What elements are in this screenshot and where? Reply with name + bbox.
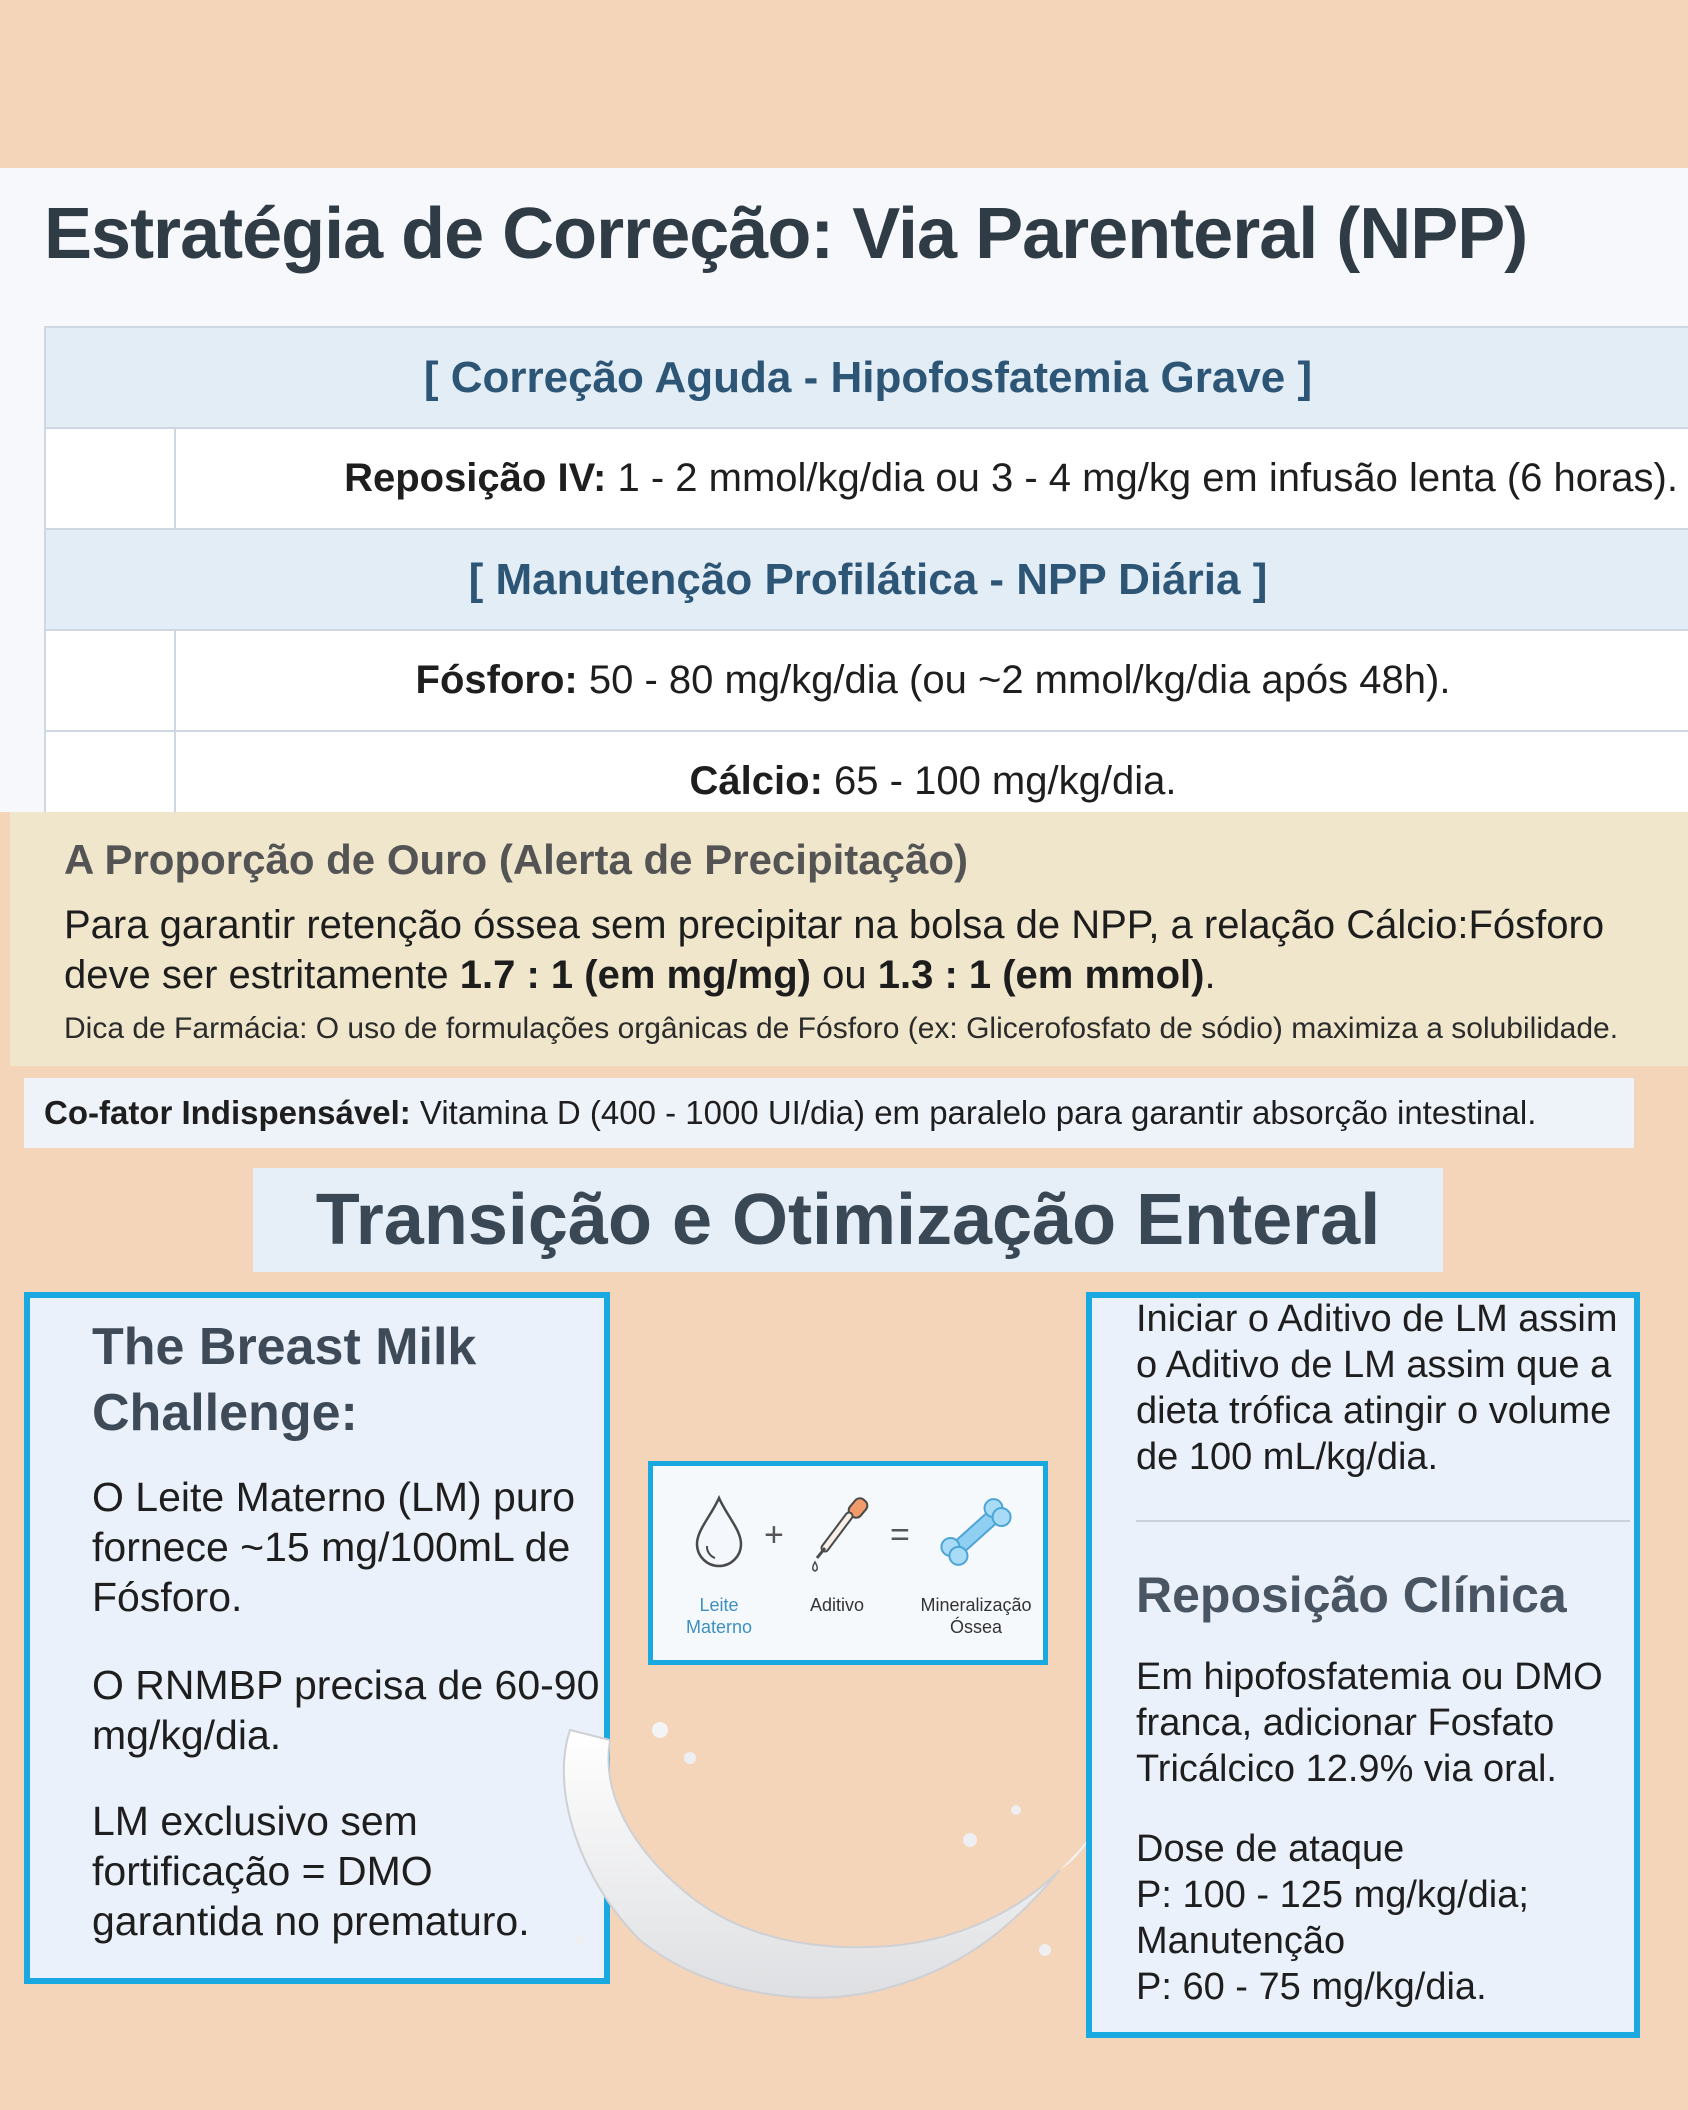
calcium-text-cell <box>176 732 1688 814</box>
ratio-mmol: 1.3 : 1 (em mmol) <box>877 953 1205 997</box>
calcium-value: 65 - 100 mg/kg/dia. <box>834 759 1177 803</box>
acute-text-cell <box>176 429 1688 528</box>
phosphorus-row <box>46 631 1688 732</box>
bone-icon <box>929 1488 1023 1576</box>
cofactor-banner <box>24 1078 1634 1148</box>
breast-milk-fact-3: LM exclusivo sem fortificação = DMO garantida no prematuro. <box>92 1798 530 1944</box>
mineralization-label: Mineralização Óssea <box>920 1595 1032 1637</box>
breast-milk-fact-1: O Leite Materno (LM) puro fornece ~15 mg/100mL de Fósforo. <box>92 1474 576 1620</box>
dose-table <box>44 326 1688 814</box>
calcium-label: Cálcio: <box>689 759 823 803</box>
page-title: Estratégia de Correção: Via Parenteral (NPP) <box>44 194 1528 274</box>
droplet-icon <box>691 1494 747 1570</box>
fortification-equation <box>648 1461 1048 1665</box>
additive-start-text: Iniciar o Aditivo de LM assim o Aditivo de LM assim que a dieta trófica atingir o volume de 100 mL/kg/dia. <box>1136 1298 1618 1478</box>
maintenance-header: [ Manutenção Profilática - NPP Diária ] <box>468 554 1268 604</box>
dose-text <box>1136 1826 1636 2010</box>
acute-header-row <box>46 328 1688 429</box>
phosphorus-value: 50 - 80 mg/kg/dia (ou ~2 mmol/kg/dia após 48h). <box>588 658 1451 702</box>
table-left-cell <box>46 631 176 730</box>
milk-label: Leite Materno <box>685 1595 753 1637</box>
cofactor-text: Vitamina D (400 - 1000 UI/dia) em paralelo para garantir absorção intestinal. <box>419 1094 1537 1131</box>
ratio-mg: 1.7 : 1 (em mg/mg) <box>459 953 811 997</box>
ratio-connector: ou <box>822 953 867 997</box>
table-left-cell <box>46 429 176 528</box>
loading-dose-value: P: 100 - 125 mg/kg/dia; <box>1136 1874 1529 1916</box>
calcium-row <box>46 732 1688 814</box>
phosphorus-label: Fósforo: <box>415 658 578 702</box>
equals-symbol: = <box>890 1516 910 1554</box>
section-title-box <box>253 1168 1443 1272</box>
maintenance-header-row <box>46 530 1688 631</box>
acute-row <box>46 429 1688 530</box>
clinical-replacement-text: Em hipofosfatemia ou DMO franca, adicionar Fosfato Tricálcico 12.9% via oral. <box>1136 1656 1603 1790</box>
cofactor-label: Co-fator Indispensável: <box>44 1094 411 1131</box>
acute-value: 1 - 2 mmol/kg/dia ou 3 - 4 mg/kg em infusão lenta (6 horas). <box>617 456 1678 500</box>
section-title: Transição e Otimização Enteral <box>315 1180 1381 1260</box>
divider <box>1136 1520 1630 1522</box>
gold-ratio-body <box>64 900 1684 1000</box>
breast-milk-fact-2: O RNMBP precisa de 60-90 mg/kg/dia. <box>92 1662 600 1758</box>
table-left-cell <box>46 732 176 814</box>
acute-label: Reposição IV: <box>344 456 607 500</box>
loading-dose-label: Dose de ataque <box>1136 1828 1405 1870</box>
breast-milk-title: The Breast Milk Challenge: <box>92 1318 477 1442</box>
maintenance-dose-label: Manutenção <box>1136 1920 1346 1962</box>
plus-symbol: + <box>764 1516 784 1554</box>
acute-header: [ Correção Aguda - Hipofosfatemia Grave ] <box>423 352 1313 402</box>
phosphorus-text-cell <box>176 631 1688 730</box>
additive-label: Aditivo <box>809 1595 865 1615</box>
dropper-icon <box>805 1494 875 1574</box>
pharmacy-tip: Dica de Farmácia: O uso de formulações orgânicas de Fósforo (ex: Glicerofosfato de sódio) maximiza a solubilidade. <box>64 1012 1619 1045</box>
clinical-replacement-title: Reposição Clínica <box>1136 1567 1567 1623</box>
gold-ratio-title: A Proporção de Ouro (Alerta de Precipitação) <box>64 836 968 883</box>
milk-splash-icon <box>540 1700 1110 2030</box>
maintenance-dose-value: P: 60 - 75 mg/kg/dia. <box>1136 1966 1487 2008</box>
gold-ratio-text: Para garantir retenção óssea sem precipitar na bolsa de NPP, a relação Cálcio:Fósforo deve ser estritamente <box>64 903 1605 997</box>
ratio-end: . <box>1204 953 1216 997</box>
